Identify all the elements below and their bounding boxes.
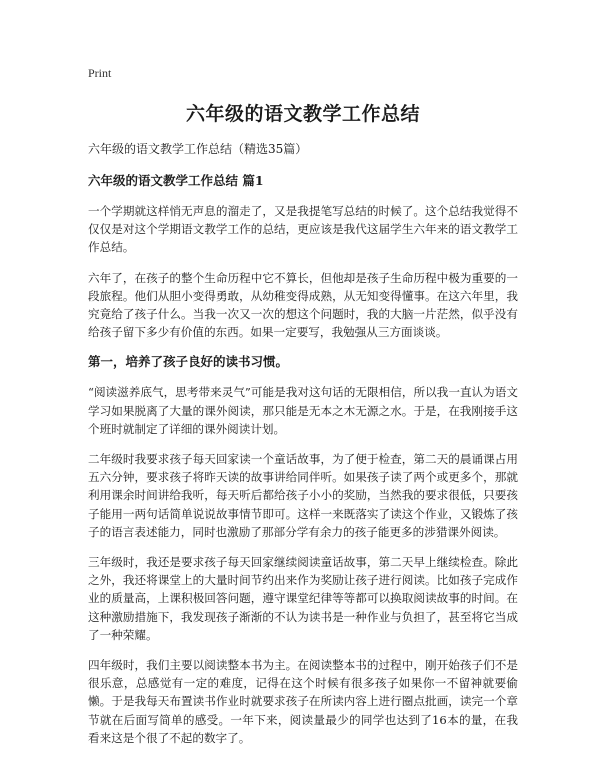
section-heading: 六年级的语文教学工作总结 篇1 bbox=[88, 173, 264, 188]
point-heading: 第一，培养了孩子良好的读书习惯。 bbox=[88, 354, 289, 370]
document-title: 六年级的语文教学工作总结 bbox=[185, 103, 420, 125]
paragraph-grade-four: 四年级时，我们主要以阅读整本书为主。在阅读整本书的过程中，刚开始孩子们不是很乐意，总感觉有一定的难度，记得在这个时候有很多孩子如果你一不留神就要偷懒。于是我每天布置读书作业时就要求孩子在所读内容上进行圈点批画，读完一个章节就在后面写简单的感受。一年下来，阅读量最少的同学也达到了16本的量，在我看来这是个很了不起的数字了。 bbox=[88, 658, 518, 745]
paragraph-grade-two: 二年级时我要求孩子每天回家读一个童话故事，为了便于检查，第二天的晨诵课占用五六分钟，要求孩子将昨天读的故事讲给同伴听。如果孩子读了两个或更多个，那就利用课余时间讲给我听，每天听后都给孩子小小的奖励，当然我的要求很低，只要孩子能用一两句话简单说说故事情节即可。这样一来既落实了读这个作业，又锻炼了孩子的语言表述能力，同时也激励了那部分学有余力的孩子能更多的涉猎课外阅读。 bbox=[88, 452, 518, 539]
document-subtitle: 六年级的语文教学工作总结（精选35篇） bbox=[88, 142, 308, 156]
document-page bbox=[88, 66, 518, 759]
paragraph-reading-belief: “阅读滋养底气，思考带来灵气”可能是我对这句话的无限相信，所以我一直认为语文学习如果脱离了大量的课外阅读，那只能是无本之木无源之水。于是，在我刚接手这个班时就制定了详细的课外阅读计划。 bbox=[88, 385, 518, 436]
paragraph-intro: 一个学期就这样悄无声息的溜走了，又是我提笔写总结的时候了。这个总结我觉得不仅仅是对这个学期语文教学工作的总结，更应该是我代这届学生六年来的语文教学工作总结。 bbox=[88, 204, 518, 255]
paragraph-grade-three: 三年级时，我还是要求孩子每天回家继续阅读童话故事，第二天早上继续检查。除此之外，我还将课堂上的大量时间节约出来作为奖励让孩子进行阅读。比如孩子完成作业的质量高，上课积极回答问题，遵守课堂纪律等等都可以换取阅读故事的时间。在这种激励措施下，我发现孩子渐渐的不认为读书是一种作业与负担了，甚至将它当成了一种荣耀。 bbox=[88, 555, 518, 642]
paragraph-overview: 六年了，在孩子的整个生命历程中它不算长，但他却是孩子生命历程中极为重要的一段旅程。他们从胆小变得勇敢，从幼稚变得成熟，从无知变得懂事。在这六年里，我究竟给了孩子什么。当我一次又一次的想这个问题时，我的大脑一片茫然，似乎没有给孩子留下多少有价值的东西。如果一定要写，我勉强从三方面谈谈。 bbox=[88, 270, 518, 340]
print-link[interactable]: Print bbox=[88, 66, 112, 80]
